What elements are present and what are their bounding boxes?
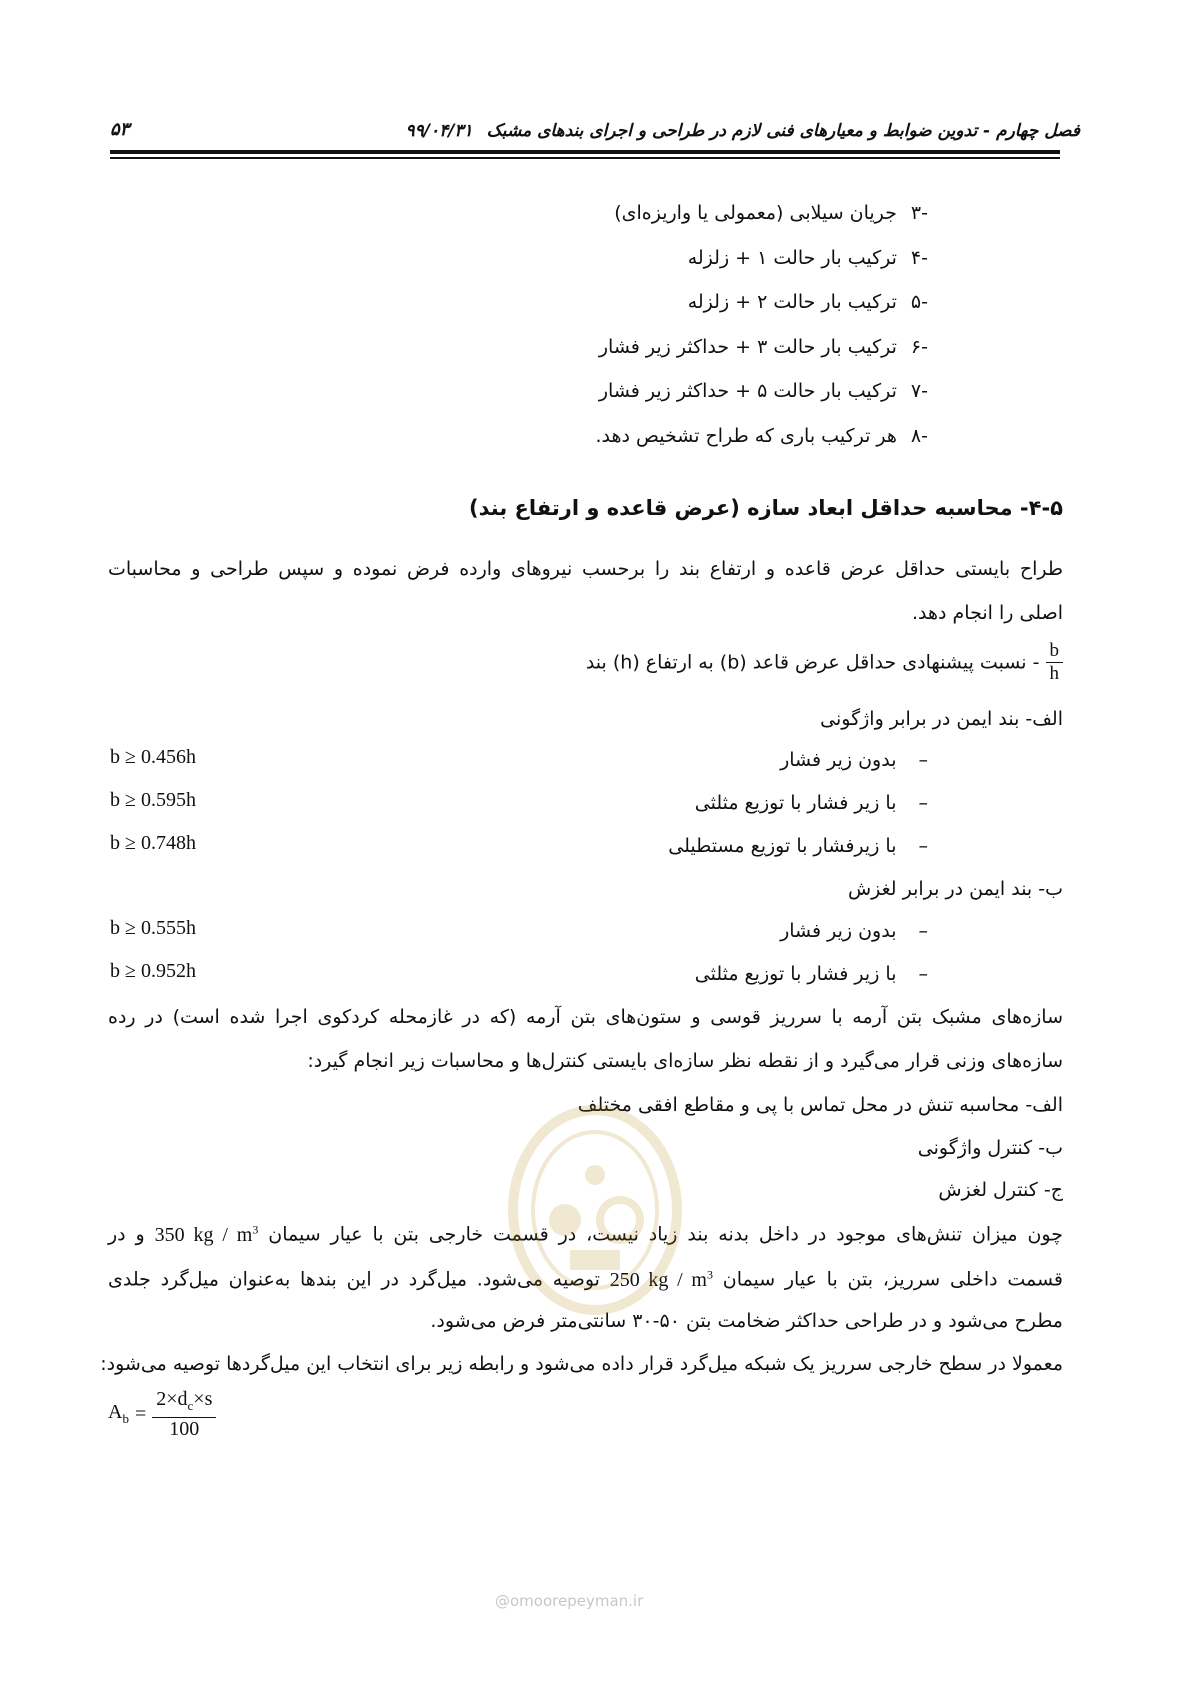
formula-fraction: $\frac{2\times d_c\times s}{100}$ [152,1388,216,1440]
header-date: ۹۹/۰۴/۳۱ [405,121,473,141]
paragraph-line: سازه‌های مشبک بتن آرمه با سرریز قوسی و ستون‌های بتن آرمه (که در غازمحله کردکوی اجرا شده است) در رده [108,1006,1063,1028]
formula-lhs: $A_b$ [108,1401,129,1426]
paragraph-line: قسمت داخلی سرریز، بتن با عیار سیمان 250 kg / $m^3$ توصیه می‌شود. میل‌گرد در این بندها به‌عنوان میل‌گرد جلدی [108,1267,1064,1291]
criterion-formula: b ≥ 0.595h [110,789,196,811]
list-item: -۳جریان سیلابی (معمولی یا واریزه‌ای) [614,202,928,224]
rebar-formula: $A_b$ = $\frac{2\times d_c\times s}{100}$ [108,1388,216,1440]
paragraph-line: چون میزان تنش‌های موجود در داخل بدنه بند زیاد نیست، در قسمت خارجی بتن با عیار سیمان 350 kg / $m^3$ و در [108,1222,1063,1246]
header-title: فصل چهارم - تدوین ضوابط و معیارهای فنی لازم در طراحی و اجرای بندهای مشبک [486,121,1080,141]
ratio-line [586,640,1063,685]
group-a-title: الف- بند ایمن در برابر واژگونی [820,708,1063,730]
list-item: -۵ترکیب بار حالت ۲ + زلزله [687,291,928,313]
criterion-formula: b ≥ 0.456h [110,746,196,768]
watermark-site: @omoorepeyman.ir [495,1592,644,1610]
criterion-formula: b ≥ 0.555h [110,917,196,939]
header-rule-thin [110,157,1060,159]
criterion-formula: b ≥ 0.748h [110,832,196,854]
paragraph-line: اصلی را انجام دهد. [912,602,1063,624]
paragraph-line: طراح بایستی حداقل عرض قاعده و ارتفاع بند را برحسب نیروهای وارده فرض نموده و سپس طراحی و محاسبات [108,558,1063,580]
list-item: -۷ترکیب بار حالت ۵ + حداکثر زیر فشار [598,380,928,402]
criterion-formula: b ≥ 0.952h [110,960,196,982]
check-item: الف- محاسبه تنش در محل تماس با پی و مقاطع افقی مختلف [577,1094,1063,1116]
criterion-item: –با زیر فشار با توزیع مثلثی [694,792,928,814]
list-item: -۸هر ترکیب باری که طراح تشخیص دهد. [595,425,928,447]
page-number: ۵۳ [110,119,130,140]
ratio-text: - نسبت پیشنهادی حداقل عرض قاعد (b) به ارتفاع (h) بند [585,651,1040,674]
header-rule-thick [110,150,1060,154]
paragraph-line: سازه‌های وزنی قرار می‌گیرد و از نقطه نظر سازه‌ای بایستی کنترل‌ها و محاسبات زیر انجام گیرد: [307,1050,1063,1072]
criterion-item: –بدون زیر فشار [780,749,928,771]
criterion-item: –با زیرفشار با توزیع مستطیلی [668,835,928,857]
list-item: -۶ترکیب بار حالت ۳ + حداکثر زیر فشار [598,336,928,358]
check-item: ج- کنترل لغزش [938,1179,1063,1201]
paragraph-line: مطرح می‌شود و در طراحی حداکثر ضخامت بتن ۵۰-۳۰ سانتی‌متر فرض می‌شود. [430,1310,1063,1332]
section-heading: ۴-۵- محاسبه حداقل ابعاد سازه (عرض قاعده و ارتفاع بند) [469,496,1063,520]
watermark-seal [505,1100,685,1320]
criterion-item: –با زیر فشار با توزیع مثلثی [694,963,928,985]
running-header [405,121,1080,141]
group-b-title: ب- بند ایمن در برابر لغزش [847,878,1063,900]
paragraph-line: معمولا در سطح خارجی سرریز یک شبکه میل‌گرد قرار داده می‌شود و رابطه زیر برای انتخاب این میل‌گردها توصیه می‌شود: [100,1353,1063,1375]
at-icon: @ [495,1592,510,1610]
list-item: -۴ترکیب بار حالت ۱ + زلزله [687,247,928,269]
criterion-item: –بدون زیر فشار [780,920,928,942]
ratio-fraction: $\frac{b}{h}$ [1046,640,1064,685]
check-item: ب- کنترل واژگونی [917,1137,1063,1159]
